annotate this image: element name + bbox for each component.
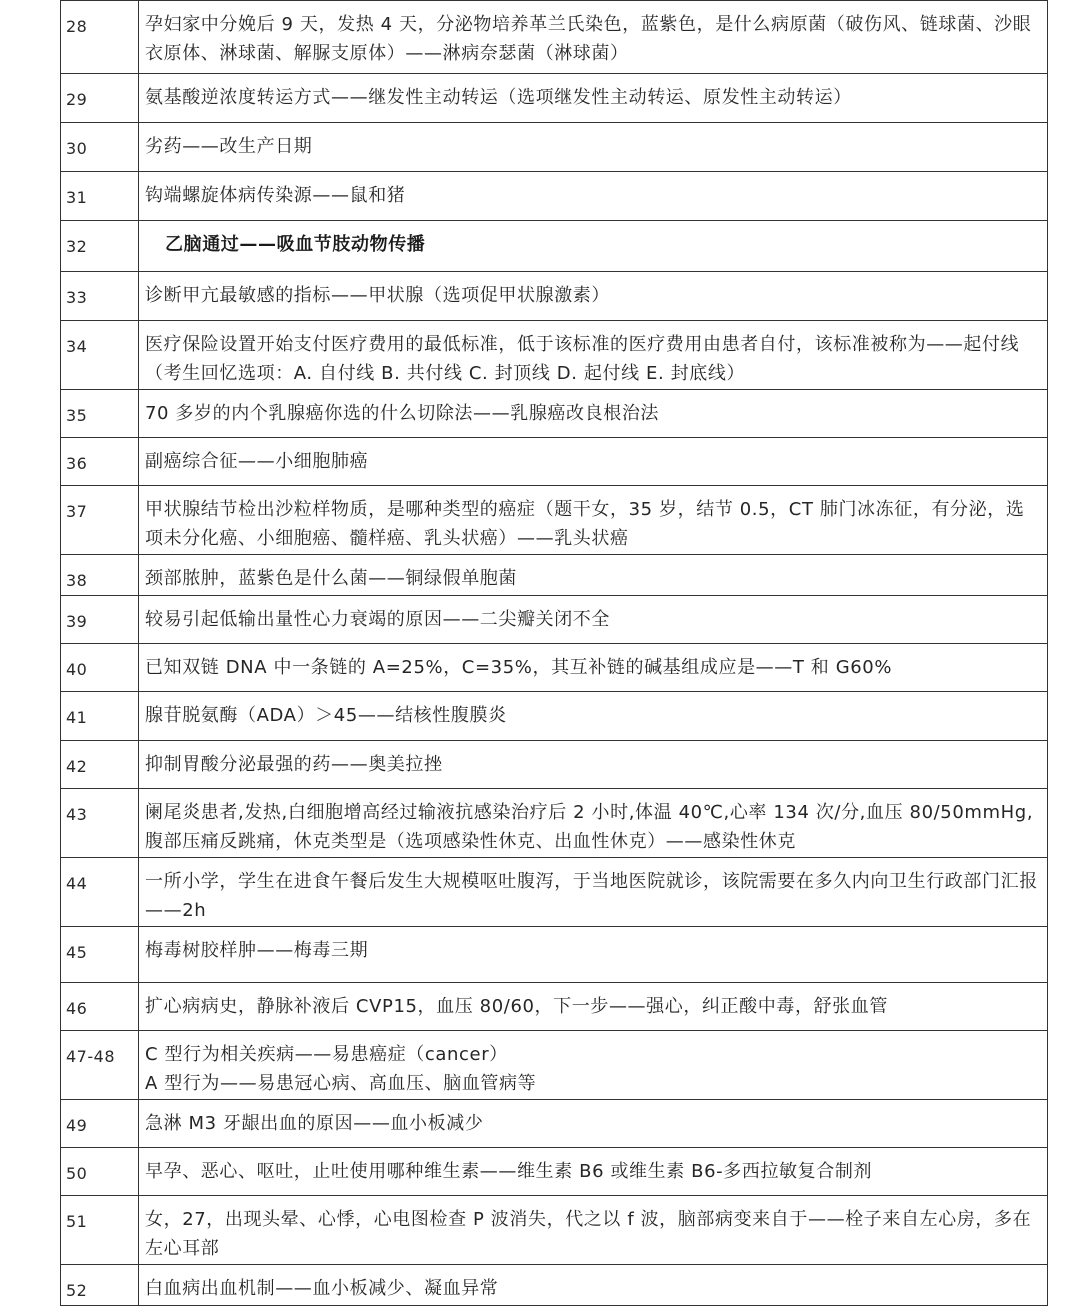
- table-row: [61, 1265, 1048, 1306]
- row-text-line: A 型行为——易患冠心病、高血压、脑血管病等: [145, 1073, 537, 1094]
- row-number: 51: [61, 1196, 139, 1265]
- row-number: 43: [61, 789, 139, 858]
- row-number: 35: [61, 390, 139, 438]
- table-row: [61, 123, 1048, 172]
- row-text-line: 70 多岁的内个乳腺癌你选的什么切除法——乳腺癌改良根治法: [145, 403, 660, 424]
- row-text-line: C 型行为相关疾病——易患癌症（cancer）: [145, 1044, 508, 1065]
- row-number: 46: [61, 983, 139, 1031]
- row-text: [139, 1265, 1048, 1306]
- row-number: 44: [61, 858, 139, 927]
- table-row: [61, 858, 1048, 927]
- table-row: [61, 927, 1048, 983]
- row-text-line: 医疗保险设置开始支付医疗费用的最低标准，低于该标准的医疗费用由患者自付，该标准被称为——起付线（考生回忆选项：A. 自付线 B. 共付线 C. 封顶线 D. 起付线 E. 封底线）: [145, 334, 1020, 384]
- row-number: 50: [61, 1148, 139, 1196]
- table-row: [61, 272, 1048, 321]
- row-number: 47-48: [61, 1031, 139, 1100]
- row-number: 30: [61, 123, 139, 172]
- table-row: [61, 438, 1048, 486]
- row-text: [139, 486, 1048, 555]
- row-number: 39: [61, 596, 139, 644]
- row-text-line: 乙脑通过——吸血节肢动物传播: [165, 234, 426, 255]
- row-text-line: 已知双链 DNA 中一条链的 A=25%，C=35%，其互补链的碱基组成应是——T 和 G60%: [145, 657, 893, 678]
- row-text-line: 早孕、恶心、呕吐，止吐使用哪种维生素——维生素 B6 或维生素 B6-多西拉敏复合制剂: [145, 1161, 873, 1182]
- table-row: [61, 692, 1048, 741]
- table-row: [61, 1, 1048, 74]
- row-text: [139, 983, 1048, 1031]
- row-text-line: 腺苷脱氨酶（ADA）＞45——结核性腹膜炎: [145, 705, 507, 726]
- table-row: [61, 1100, 1048, 1148]
- row-text: [139, 390, 1048, 438]
- row-text: [139, 1100, 1048, 1148]
- row-text-line: 一所小学，学生在进食午餐后发生大规模呕吐腹泻，于当地医院就诊，该院需要在多久内向卫生行政部门汇报——2h: [145, 871, 1038, 921]
- table-row: [61, 741, 1048, 789]
- row-text-line: 急淋 M3 牙龈出血的原因——血小板减少: [145, 1113, 484, 1134]
- row-text-line: 女，27，出现头晕、心悸，心电图检查 P 波消失，代之以 f 波，脑部病变来自于——栓子来自左心房，多在左心耳部: [145, 1209, 1032, 1259]
- row-number: 37: [61, 486, 139, 555]
- row-number: 38: [61, 555, 139, 596]
- document-page: [60, 0, 1048, 1312]
- row-text-line: 颈部脓肿，蓝紫色是什么菌——铜绿假单胞菌: [145, 568, 517, 589]
- row-text-line: 阑尾炎患者,发热,白细胞增高经过输液抗感染治疗后 2 小时,体温 40℃,心率 134 次/分,血压 80/50mmHg,腹部压痛反跳痛，休克类型是（选项感染性休克、出血性休克）——感染性休克: [145, 802, 1034, 852]
- table-row: [61, 596, 1048, 644]
- row-text: [139, 1, 1048, 74]
- row-number: 45: [61, 927, 139, 983]
- row-text: [139, 438, 1048, 486]
- row-text-line: 氨基酸逆浓度转运方式——继发性主动转运（选项继发性主动转运、原发性主动转运）: [145, 87, 852, 108]
- row-text: [139, 221, 1048, 272]
- row-number: 31: [61, 172, 139, 221]
- row-number: 40: [61, 644, 139, 692]
- row-text-line: 副癌综合征——小细胞肺癌: [145, 451, 369, 472]
- row-text-line: 劣药——改生产日期: [145, 136, 313, 157]
- table-row: [61, 390, 1048, 438]
- row-number: 34: [61, 321, 139, 390]
- row-text: [139, 321, 1048, 390]
- table-row: [61, 486, 1048, 555]
- row-text: [139, 596, 1048, 644]
- row-text-line: 梅毒树胶样肿——梅毒三期: [145, 940, 369, 961]
- row-text: [139, 692, 1048, 741]
- row-text: [139, 927, 1048, 983]
- row-text: [139, 644, 1048, 692]
- row-number: 36: [61, 438, 139, 486]
- row-text-line: 甲状腺结节检出沙粒样物质，是哪种类型的癌症（题干女，35 岁，结节 0.5，CT 肺门冰冻征，有分泌，选项未分化癌、小细胞癌、髓样癌、乳头状癌）——乳头状癌: [145, 499, 1025, 549]
- table-row: [61, 221, 1048, 272]
- row-text-line: 孕妇家中分娩后 9 天，发热 4 天，分泌物培养革兰氏染色，蓝紫色，是什么病原菌（破伤风、链球菌、沙眼衣原体、淋球菌、解脲支原体）——淋病奈瑟菌（淋球菌）: [145, 14, 1032, 64]
- row-text: [139, 74, 1048, 123]
- table-row: [61, 74, 1048, 123]
- row-text: [139, 741, 1048, 789]
- row-text: [139, 789, 1048, 858]
- row-number: 28: [61, 1, 139, 74]
- row-number: 41: [61, 692, 139, 741]
- row-text: [139, 1196, 1048, 1265]
- row-number: 29: [61, 74, 139, 123]
- row-text: [139, 1148, 1048, 1196]
- table-row: [61, 983, 1048, 1031]
- row-text-line: 抑制胃酸分泌最强的药——奥美拉挫: [145, 754, 443, 775]
- row-text-line: 扩心病病史，静脉补液后 CVP15，血压 80/60，下一步——强心，纠正酸中毒，舒张血管: [145, 996, 888, 1017]
- table-row: [61, 321, 1048, 390]
- table-row: [61, 1031, 1048, 1100]
- row-text: [139, 172, 1048, 221]
- row-text: [139, 555, 1048, 596]
- row-number: 42: [61, 741, 139, 789]
- row-text-line: 较易引起低输出量性心力衰竭的原因——二尖瓣关闭不全: [145, 609, 610, 630]
- row-text-line: 白血病出血机制——血小板减少、凝血异常: [145, 1278, 499, 1299]
- row-text: [139, 272, 1048, 321]
- table-row: [61, 172, 1048, 221]
- table-row: [61, 1148, 1048, 1196]
- row-number: 52: [61, 1265, 139, 1306]
- row-number: 33: [61, 272, 139, 321]
- row-text-line: 诊断甲亢最敏感的指标——甲状腺（选项促甲状腺激素）: [145, 285, 610, 306]
- row-text: [139, 1031, 1048, 1100]
- row-text-line: 钩端螺旋体病传染源——鼠和猪: [145, 185, 406, 206]
- table-row: [61, 1196, 1048, 1265]
- table-row: [61, 644, 1048, 692]
- qa-table: [60, 0, 1048, 1306]
- table-row: [61, 555, 1048, 596]
- table-row: [61, 789, 1048, 858]
- row-number: 49: [61, 1100, 139, 1148]
- row-number: 32: [61, 221, 139, 272]
- row-text: [139, 858, 1048, 927]
- row-text: [139, 123, 1048, 172]
